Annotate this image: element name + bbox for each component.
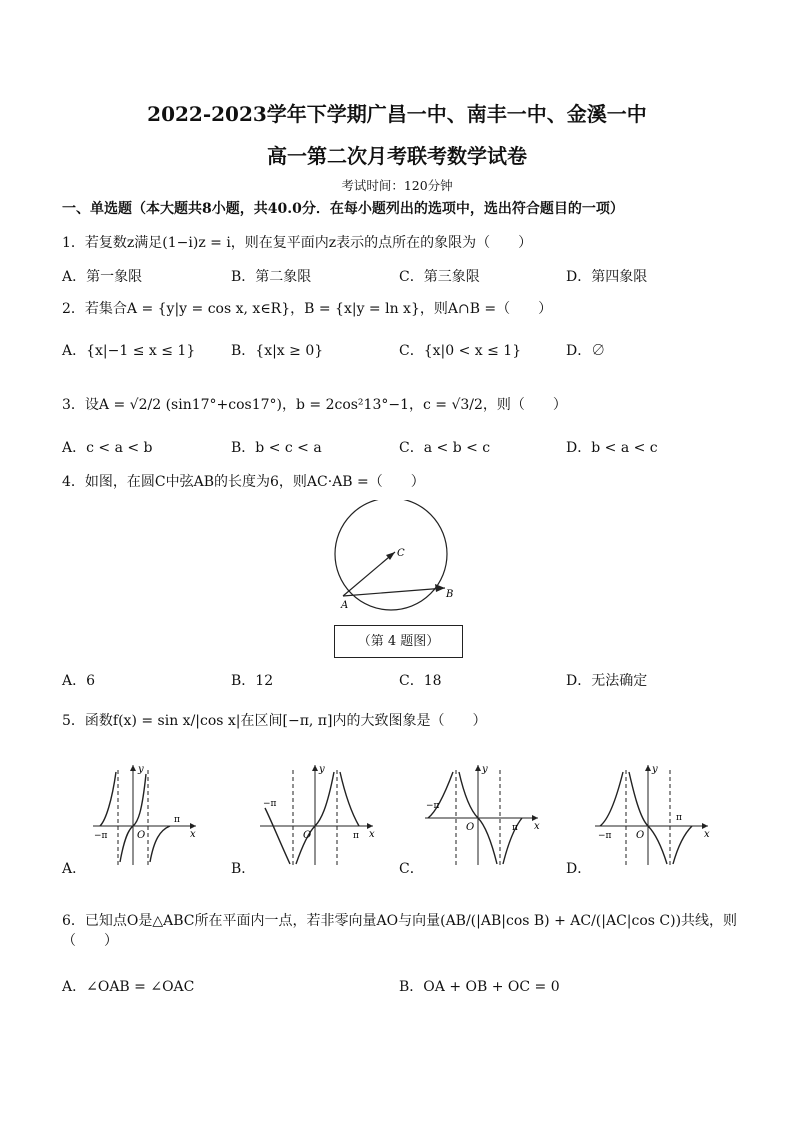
svg-text:x: x	[190, 829, 196, 840]
svg-text:x: x	[369, 829, 375, 840]
label-b: B	[446, 589, 454, 600]
svg-text:x: x	[704, 829, 710, 840]
svg-text:y: y	[138, 764, 144, 775]
q4-circle-figure	[325, 500, 465, 620]
svg-text:y: y	[652, 764, 658, 775]
q2-option-a: A．{x|−1 ≤ x ≤ 1}	[62, 343, 196, 359]
q2-option-d: D．∅	[566, 343, 606, 359]
q1-option-d: D．第四象限	[566, 269, 648, 285]
q1-option-c: C．第三象限	[399, 269, 480, 285]
svg-text:O: O	[137, 830, 146, 841]
q3-option-b: B．b < c < a	[231, 440, 322, 456]
q5-graph-b	[255, 760, 380, 870]
question-3	[62, 394, 567, 414]
svg-text:π: π	[512, 823, 518, 833]
q2-option-c: C．{x|0 < x ≤ 1}	[399, 343, 522, 359]
q1-option-a: A．第一象限	[62, 269, 143, 285]
question-1-text: 1．若复数z满足(1−i)z = i，则在复平面内z表示的点所在的象限为（ ）	[62, 235, 533, 251]
section-heading: 一、单选题（本大题共8小题，共40.0分．在每小题列出的选项中，选出符合题目的一项）	[62, 201, 624, 217]
svg-text:x: x	[534, 821, 540, 832]
q6-option-a: A．∠OAB = ∠OAC	[62, 979, 195, 995]
q3-option-d: D．b < a < c	[566, 440, 658, 456]
q5-option-c: C．	[399, 861, 424, 877]
q4-option-b: B．12	[231, 673, 274, 689]
svg-text:O: O	[466, 822, 475, 833]
q5-graph-c	[420, 760, 545, 870]
exam-title-line2: 高一第二次月考联考数学试卷	[267, 144, 527, 168]
exam-time: 考试时间：120分钟	[341, 178, 453, 193]
svg-text:y: y	[482, 764, 488, 775]
question-2: 2．若集合A = {y|y = cos x, x∈R}，B = {x|y = ln x}，则A∩B =（ ）	[62, 301, 553, 317]
question-3-prefix: 3．设	[62, 397, 99, 413]
svg-text:−π: −π	[94, 831, 108, 841]
q5-option-b: B．	[231, 861, 256, 877]
q5-option-d: D．	[566, 861, 592, 877]
svg-text:−π: −π	[263, 799, 277, 809]
q6-option-b: B．OA + OB + OC = 0	[399, 979, 560, 995]
q5-graph-d	[590, 760, 715, 870]
svg-text:π: π	[174, 815, 180, 825]
vector-ac	[343, 552, 395, 596]
q4-figure-caption: （第 4 题图）	[334, 625, 463, 658]
q5-graph-a	[88, 760, 203, 870]
question-5: 5．函数f(x) = sin x/|cos x|在区间[−π, π]内的大致图象是（ ）	[62, 713, 487, 729]
q2-option-b: B．{x|x ≥ 0}	[231, 343, 324, 359]
q4-option-a: A．6	[62, 673, 96, 689]
q3-option-c: C．a < b < c	[399, 440, 491, 456]
svg-text:π: π	[353, 831, 359, 841]
svg-text:−π: −π	[426, 801, 440, 811]
svg-text:π: π	[676, 813, 682, 823]
svg-text:y: y	[319, 764, 325, 775]
question-4: 4．如图，在圆C中弦AB的长度为6，则AC·AB =（ ）	[62, 474, 425, 490]
q4-option-d: D．无法确定	[566, 673, 648, 689]
question-3-text: A = √2/2 (sin17°+cos17°)，b = 2cos²13°−1，c = √3/2，则（ ）	[98, 397, 567, 413]
question-1	[62, 232, 532, 252]
question-6: 6．已知点O是△ABC所在平面内一点，若非零向量AO与向量(AB/(|AB|cos B) + AC/(|AC|cos C))共线，则（ ）	[62, 913, 738, 949]
svg-text:O: O	[636, 830, 645, 841]
arrow-ab-head	[435, 584, 445, 592]
svg-text:O: O	[303, 830, 312, 841]
q1-option-b: B．第二象限	[231, 269, 312, 285]
svg-text:−π: −π	[598, 831, 612, 841]
q3-option-a: A．c < a < b	[62, 440, 153, 456]
q5-option-a: A．	[62, 861, 87, 877]
label-a: A	[341, 600, 349, 611]
q4-option-c: C．18	[399, 673, 442, 689]
exam-title-line1: 2022-2023学年下学期广昌一中、南丰一中、金溪一中	[147, 102, 647, 126]
label-c: C	[397, 548, 405, 559]
